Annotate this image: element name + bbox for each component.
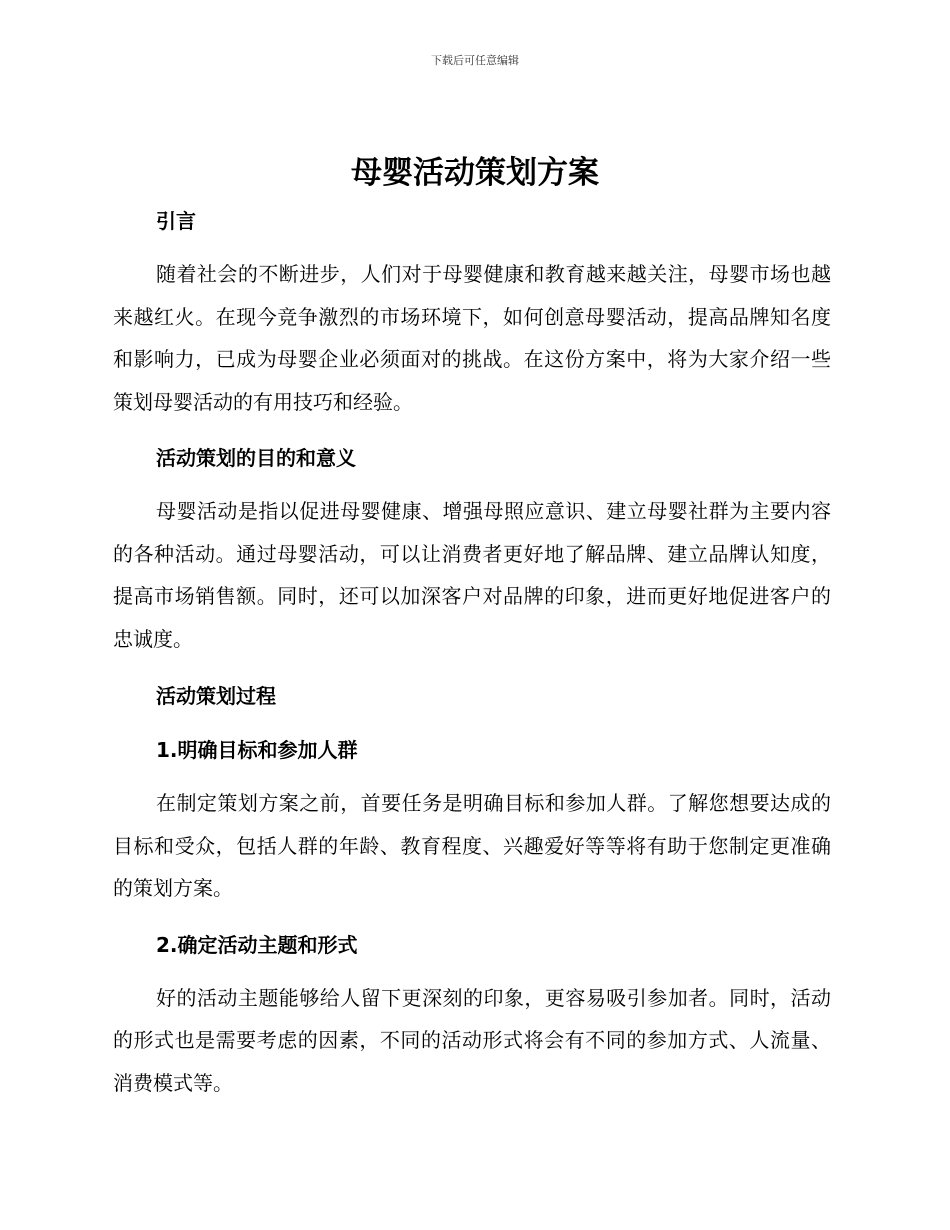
paragraph-intro: 随着社会的不断进步，人们对于母婴健康和教育越来越关注，母婴市场也越来越红火。在现今竞争激烈的市场环境下，如何创意母婴活动，提高品牌知名度和影响力，已成为母婴企业必须面对的挑战。在这份方案中，将为大家介绍一些策划母婴活动的有用技巧和经验。: [113, 262, 831, 414]
section-heading-intro: 引言: [156, 209, 196, 233]
document-title: 母婴活动策划方案: [351, 155, 599, 191]
subheading-step-1: 1.明确目标和参加人群: [156, 738, 358, 762]
section-heading-process: 活动策划过程: [156, 684, 276, 708]
subheading-step-2: 2.确定活动主题和形式: [156, 932, 358, 957]
document-body: [113, 200, 831, 1104]
section-heading-purpose: 活动策划的目的和意义: [156, 446, 356, 470]
paragraph-purpose: 母婴活动是指以促进母婴健康、增强母照应意识、建立母婴社群为主要内容的各种活动。通过母婴活动，可以让消费者更好地了解品牌、建立品牌认知度，提高市场销售额。同时，还可以加深客户对品牌的印象，进而更好地促进客户的忠诚度。: [113, 499, 831, 651]
page-header-note: 下载后可任意编辑: [431, 54, 519, 67]
paragraph-step-1: 在制定策划方案之前，首要任务是明确目标和参加人群。了解您想要达成的目标和受众，包括人群的年龄、教育程度、兴趣爱好等等将有助于您制定更准确的策划方案。: [113, 791, 831, 900]
paragraph-step-2: 好的活动主题能够给人留下更深刻的印象，更容易吸引参加者。同时，活动的形式也是需要考虑的因素，不同的活动形式将会有不同的参加方式、人流量、消费模式等。: [113, 985, 831, 1095]
